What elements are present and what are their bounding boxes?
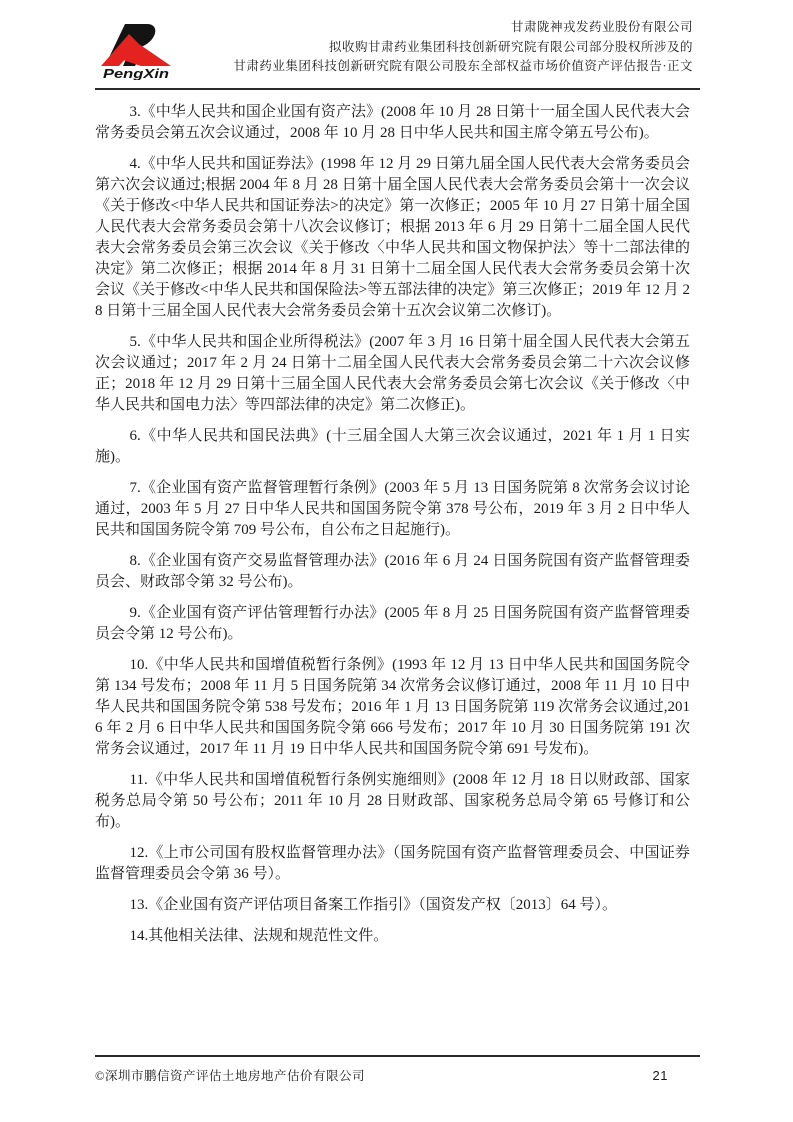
legal-item: 3.《中华人民共和国企业国有资产法》(2008 年 10 月 28 日第十一届全国人民代表大会常务委员会第五次会议通过，2008 年 10 月 28 日中华人民共和国主席令第五号公布)。 (95, 104, 690, 141)
legal-item: 11.《中华人民共和国增值税暂行条例实施细则》(2008 年 12 月 18 日以财政部、国家税务总局令第 50 号公布；2011 年 10 月 28 日财政部、国家税务总局令第 65 号修订和公布)。 (95, 772, 690, 830)
legal-item: 12.《上市公司国有股权监督管理办法》（国务院国有资产监督管理委员会、中国证券监督管理委员会令第 36 号）。 (95, 845, 690, 882)
legal-item: 14.其他相关法律、法规和规范性文件。 (129, 928, 389, 944)
company-name: 甘肃陇神戎发药业股份有限公司 (510, 20, 693, 34)
legal-basis-list (95, 102, 690, 957)
legal-item: 6.《中华人民共和国民法典》(十三届全国人大第三次会议通过，2021 年 1 月 1 日实施)。 (95, 428, 690, 465)
header-divider (95, 88, 700, 90)
page-footer (95, 1066, 700, 1084)
svg-text:PengXin: PengXin (103, 66, 170, 80)
page-header (95, 18, 693, 85)
legal-item: 9.《企业国有资产评估管理暂行办法》(2005 年 8 月 25 日国务院国有资产监督管理委员会令第 12 号公布)。 (95, 605, 690, 642)
footer-divider (95, 1055, 700, 1057)
copyright-text: ©深圳市鹏信资产评估土地房地产估价有限公司 (95, 1069, 365, 1083)
legal-item: 8.《企业国有资产交易监督管理办法》(2016 年 6 月 24 日国务院国有资产监督管理委员会、财政部令第 32 号公布)。 (95, 553, 690, 590)
report-title-block (233, 18, 693, 77)
legal-item: 13.《企业国有资产评估项目备案工作指引》（国资发产权〔2013〕64 号）。 (129, 897, 618, 913)
pengxin-logo-icon (95, 22, 175, 80)
legal-item: 10.《中华人民共和国增值税暂行条例》(1993 年 12 月 13 日中华人民共和国国务院令第 134 号发布；2008 年 11 月 5 日国务院第 34 次常务会议修订通过，2008 年 11 月 10 日中华人民共和国国务院令第 538 号发布；2016 年 1 月 13 日国务院第 119 次常务会议通过,2016 年 2 月 6 日中华人民共和国国务院令第 666 号发布；2017 年 10 月 30 日国务院第 191 次常务会议通过，2017 年 11 月 19 日中华人民共和国国务院令第 691 号发布)。 (95, 657, 690, 757)
legal-item: 5.《中华人民共和国企业所得税法》(2007 年 3 月 16 日第十届全国人民代表大会第五次会议通过；2017 年 2 月 24 日第十二届全国人民代表大会常务委员会第二十六次会议修正；2018 年 12 月 29 日第十三届全国人民代表大会常务委员会第七次会议《关于修改〈中华人民共和国电力法〉等四部法律的决定》第二次修正)。 (95, 334, 690, 413)
report-subject-line: 拟收购甘肃药业集团科技创新研究院有限公司部分股权所涉及的 (328, 39, 693, 54)
legal-item: 4.《中华人民共和国证券法》(1998 年 12 月 29 日第九届全国人民代表大会常务委员会第六次会议通过;根据 2004 年 8 月 28 日第十届全国人民代表大会常务委员会第十一次会议《关于修改<中华人民共和国证券法>的决定》第一次修正；2005 年 10 月 27 日第十届全国人民代表大会常务委员会第十八次会议修订；根据 2013 年 6 月 29 日第十二届全国人民代表大会常务委员会第三次会议《关于修改〈中华人民共和国文物保护法〉等十二部法律的决定》第二次修正；根据 2014 年 8 月 31 日第十二届全国人民代表大会常务委员会第十次会议《关于修改<中华人民共和国保险法>等五部法律的决定》第三次修正；2019 年 12 月 28 日第十三届全国人民代表大会常务委员会第十五次会议第二次修订)。 (95, 156, 690, 319)
legal-item: 7.《企业国有资产监督管理暂行条例》(2003 年 5 月 13 日国务院第 8 次常务会议讨论通过，2003 年 5 月 27 日中华人民共和国国务院令第 378 号公布，2019 年 3 月 2 日中华人民共和国国务院令第 709 号公布，自公布之日起施行)。 (95, 480, 690, 538)
pengxin-logo (95, 18, 179, 85)
report-title-line: 甘肃药业集团科技创新研究院有限公司股东全部权益市场价值资产评估报告·正文 (233, 59, 693, 73)
page-number: 21 (652, 1068, 668, 1083)
